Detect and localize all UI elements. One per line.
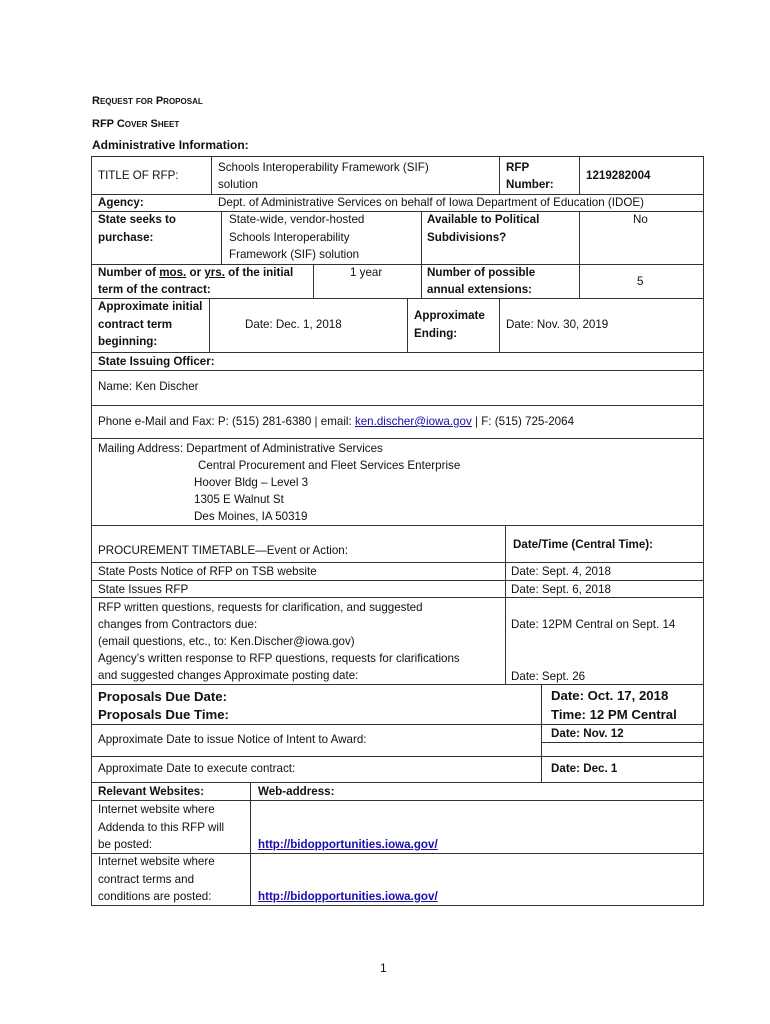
seeks-value-line3: Framework (SIF) solution (229, 248, 360, 261)
officer-label: State Issuing Officer: (98, 355, 215, 368)
issues-rfp-date: Date: Sept. 6, 2018 (511, 583, 611, 596)
mailing-address-line3: Hoover Bldg – Level 3 (194, 476, 309, 489)
posts-notice-date: Date: Sept. 4, 2018 (511, 565, 611, 578)
mailing-address-line5: Des Moines, IA 50319 (194, 510, 308, 523)
web-address-header: Web-address: (258, 785, 335, 798)
questions-line4: Agency’s written response to RFP questions, requests for clarifications (98, 652, 460, 665)
extensions-label-line1: Number of possible (427, 266, 536, 279)
rfp-number-label-line2: Number: (506, 178, 554, 191)
proposals-due-date-label: Proposals Due Date: (98, 689, 227, 704)
terms-label-line2: contract terms and (98, 873, 195, 886)
posts-notice-event: State Posts Notice of RFP on TSB website (98, 565, 317, 578)
begin-label-line2: contract term (98, 318, 173, 331)
political-value: No (633, 213, 648, 226)
agency-value: Dept. of Administrative Services on behalf of Iowa Department of Education (IDOE) (218, 196, 644, 209)
officer-table (91, 370, 704, 526)
intent-award-date: Date: Nov. 12 (551, 727, 624, 740)
seeks-label-line1: State seeks to (98, 213, 176, 226)
intent-award-event: Approximate Date to issue Notice of Intent to Award: (98, 733, 367, 746)
officer-name: Name: Ken Discher (98, 380, 199, 393)
term-label-line1: Number of mos. or yrs. of the initial (98, 266, 294, 279)
officer-contact: Phone e-Mail and Fax: P: (515) 281-6380 | email: ken.discher@iowa.gov | F: (515) 725-2064 (98, 415, 575, 428)
proposals-due-time-value: Time: 12 PM Central (551, 707, 677, 722)
websites-label: Relevant Websites: (98, 785, 205, 798)
addenda-url-link[interactable]: http://bidopportunities.iowa.gov/ (258, 838, 438, 851)
rfp-title-value-line1: Schools Interoperability Framework (SIF) (218, 161, 429, 174)
end-label-line2: Ending: (414, 327, 458, 340)
execute-contract-date: Date: Dec. 1 (551, 762, 618, 775)
begin-label-line1: Approximate initial (98, 300, 203, 313)
terms-label-line1: Internet website where (98, 855, 215, 868)
officer-email-link[interactable]: ken.discher@iowa.gov (354, 415, 472, 428)
extensions-value: 5 (637, 275, 644, 288)
execute-contract-event: Approximate Date to execute contract: (98, 762, 296, 775)
mailing-address-line2: Central Procurement and Fleet Services Enterprise (198, 459, 461, 472)
seeks-value-line1: State-wide, vendor-hosted (229, 213, 365, 226)
questions-due-date: Date: 12PM Central on Sept. 14 (511, 618, 676, 631)
extensions-label-line2: annual extensions: (427, 283, 533, 296)
end-label-line1: Approximate (414, 309, 485, 322)
timetable-header-event: PROCUREMENT TIMETABLE—Event or Action: (98, 544, 348, 557)
terms-label-line3: conditions are posted: (98, 890, 212, 903)
political-label-line2: Subdivisions? (427, 231, 507, 244)
term-value: 1 year (350, 266, 383, 279)
rfp-number-label-line1: RFP (506, 161, 530, 174)
page-number: 1 (380, 961, 387, 975)
begin-date-value: Date: Dec. 1, 2018 (245, 318, 342, 331)
rfp-title-label: TITLE OF RFP: (98, 169, 179, 182)
timetable-header-date: Date/Time (Central Time): (513, 538, 654, 551)
addenda-label-line3: be posted: (98, 838, 153, 851)
seeks-label-line2: purchase: (98, 231, 154, 244)
mailing-address-line1: Mailing Address: Department of Administrative Services (98, 442, 383, 455)
issues-rfp-event: State Issues RFP (98, 583, 189, 596)
doc-heading-request: Request for Proposal (92, 95, 203, 107)
doc-heading-admin-info: Administrative Information: (92, 138, 249, 152)
rfp-title-value-line2: solution (218, 178, 258, 191)
agency-label: Agency: (98, 196, 144, 209)
mailing-address-line4: 1305 E Walnut St (194, 493, 284, 506)
questions-line2: changes from Contractors due: (98, 618, 258, 631)
addenda-label-line2: Addenda to this RFP will (98, 821, 225, 834)
rfp-number-value: 1219282004 (586, 169, 651, 182)
questions-line1: RFP written questions, requests for clarification, and suggested (98, 601, 423, 614)
terms-url-link[interactable]: http://bidopportunities.iowa.gov/ (258, 890, 438, 903)
addenda-label-line1: Internet website where (98, 803, 215, 816)
proposals-due-time-label: Proposals Due Time: (98, 707, 229, 722)
response-posting-date: Date: Sept. 26 (511, 670, 586, 683)
questions-line3: (email questions, etc., to: Ken.Discher@iowa.gov) (98, 635, 355, 648)
timetable-table (91, 525, 704, 783)
doc-heading-cover-sheet: RFP Cover Sheet (92, 118, 180, 130)
term-label-line2: term of the contract: (98, 283, 211, 296)
begin-label-line3: beginning: (98, 335, 158, 348)
websites-table (91, 782, 704, 906)
end-date-value: Date: Nov. 30, 2019 (506, 318, 609, 331)
questions-line5: and suggested changes Approximate posting date: (98, 669, 359, 682)
political-label-line1: Available to Political (427, 213, 540, 226)
proposals-due-date-value: Date: Oct. 17, 2018 (551, 688, 669, 703)
admin-table (91, 156, 704, 371)
seeks-value-line2: Schools Interoperability (229, 231, 350, 244)
